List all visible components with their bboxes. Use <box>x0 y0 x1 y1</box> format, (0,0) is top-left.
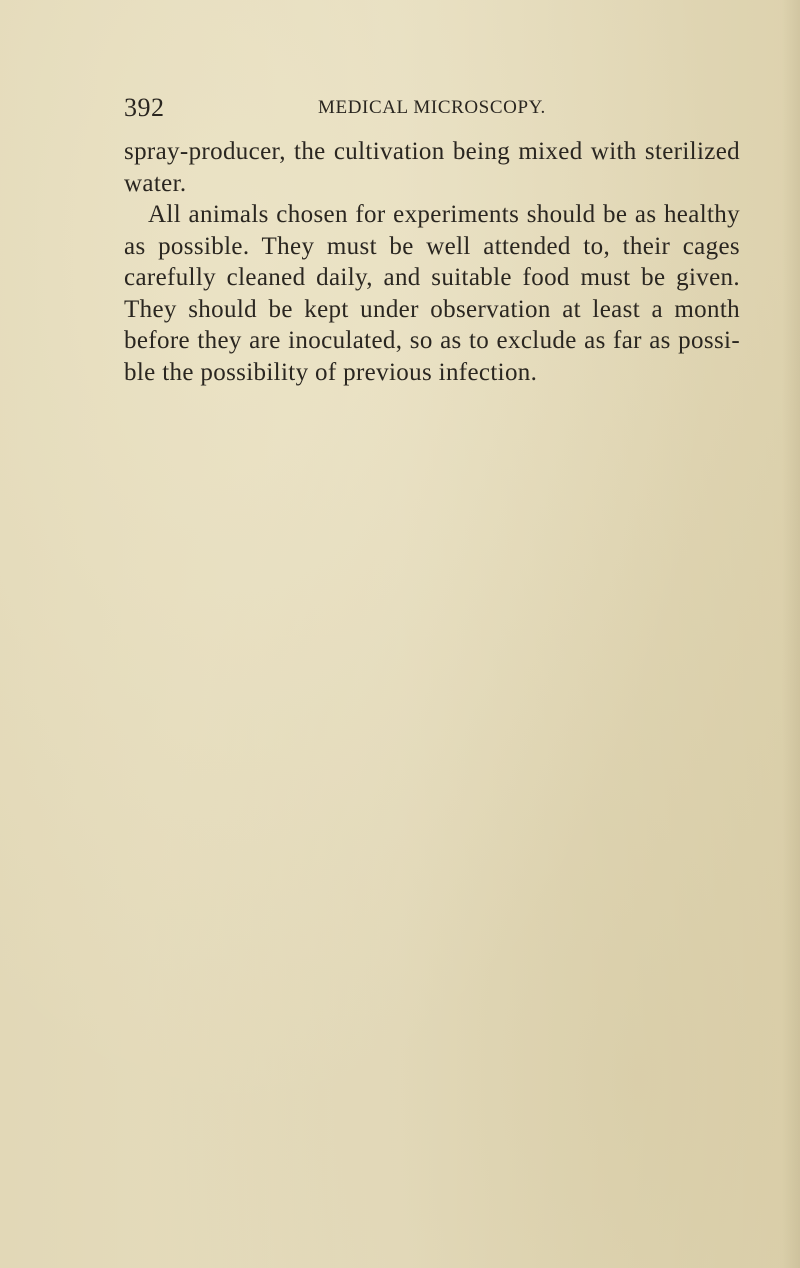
page-edge-shadow <box>782 0 800 1268</box>
text-line: as possible. They must be well attended to, their cages <box>124 232 740 260</box>
page-number: 392 <box>124 93 165 122</box>
text-line: All animals chosen for experiments should be as healthy <box>148 201 740 228</box>
text-line: They should be kept under observation at least a month <box>124 295 740 323</box>
running-head <box>124 92 704 124</box>
text-line: spray-producer, the cultivation being mixed with sterilized <box>124 138 740 165</box>
body-text <box>124 136 740 388</box>
text-line: before they are inoculated, so as to exclude as far as possi- <box>124 327 740 354</box>
text-line: ble the possibility of previous infection. <box>124 358 538 386</box>
text-line: water. <box>124 169 187 197</box>
running-title: MEDICAL MICROSCOPY. <box>318 97 546 118</box>
text-line: carefully cleaned daily, and suitable food must be given. <box>124 264 740 291</box>
